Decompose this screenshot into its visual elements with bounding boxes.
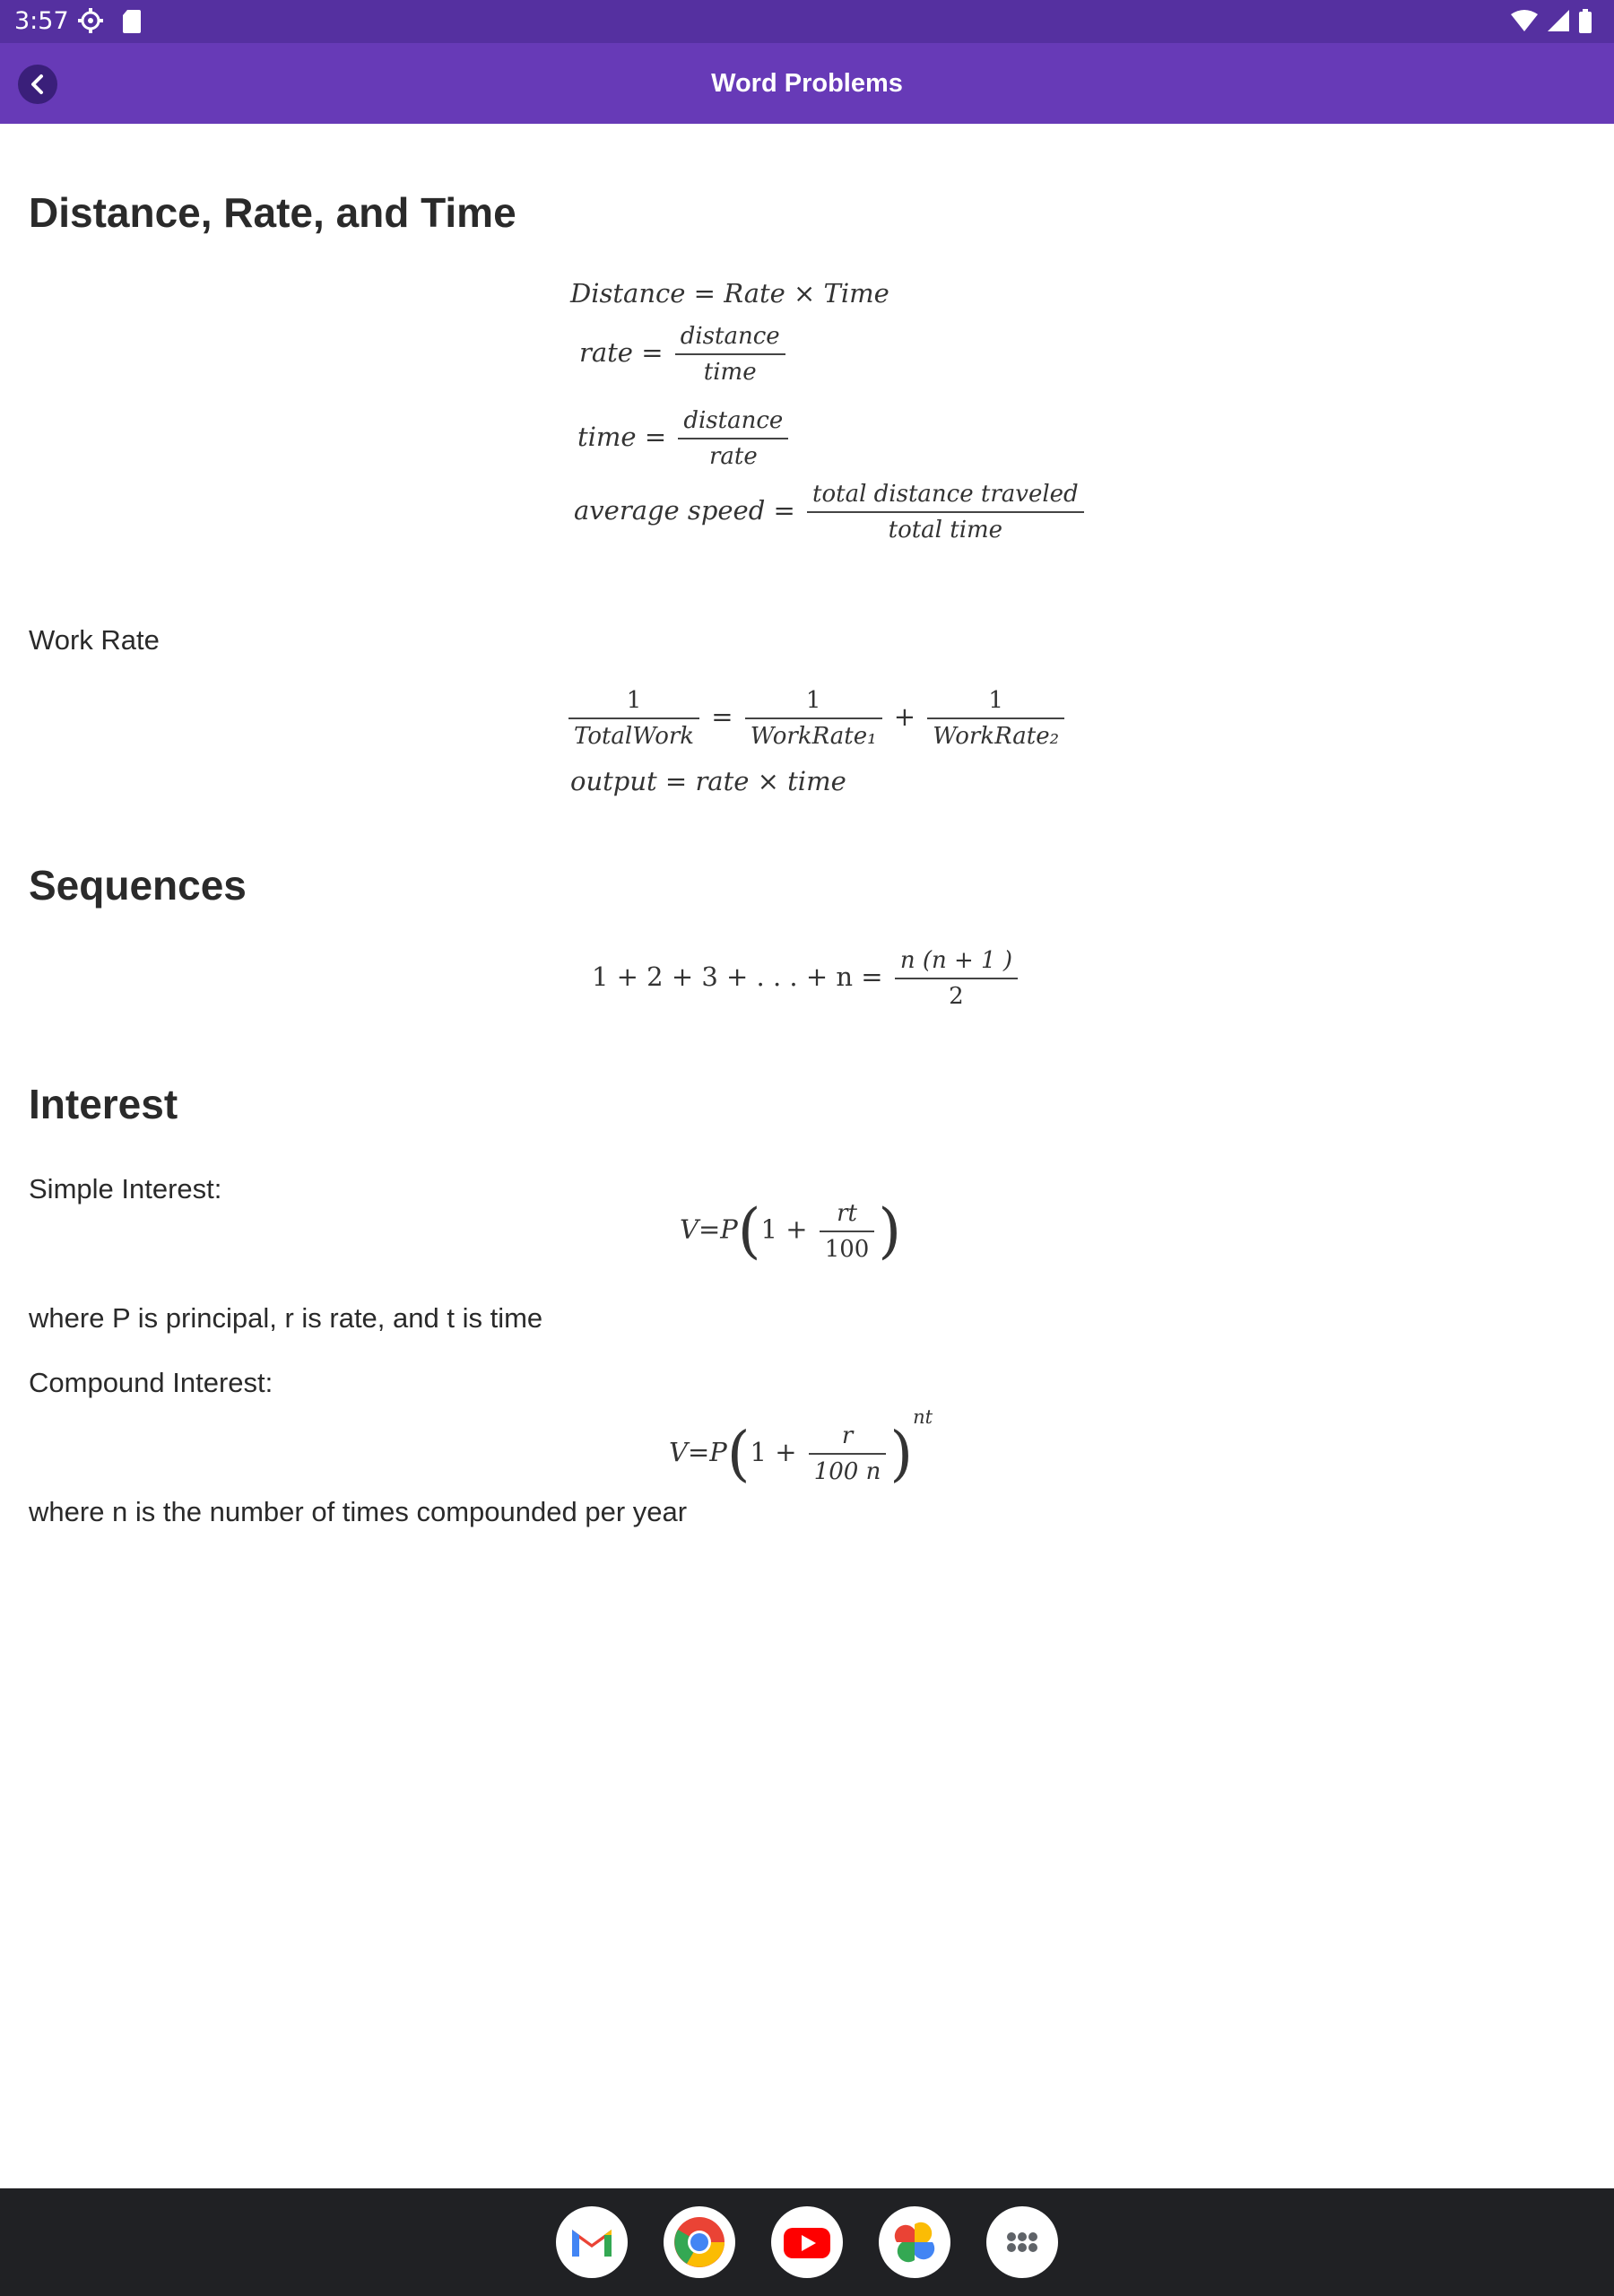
gmail-app[interactable] — [556, 2206, 628, 2278]
section-title-sequences: Sequences — [29, 862, 247, 909]
photos-icon — [889, 2217, 940, 2267]
battery-icon — [1578, 9, 1592, 34]
back-button[interactable] — [18, 65, 57, 104]
chrome-icon — [674, 2217, 725, 2267]
cell-signal-icon — [1547, 9, 1570, 32]
formula-time: time = $\frac{\text{distance}}{\text{rate}}$ — [577, 407, 792, 470]
youtube-app[interactable] — [771, 2206, 843, 2278]
photos-app[interactable] — [879, 2206, 950, 2278]
status-time: 3:57 — [14, 7, 69, 35]
apps-grid-icon — [997, 2217, 1047, 2267]
work-rate-label: Work Rate — [29, 624, 160, 656]
youtube-icon — [782, 2217, 832, 2267]
compound-interest-note: where n is the number of times compounded per year — [29, 1496, 688, 1527]
status-bar — [0, 0, 1614, 43]
formula-average-speed: average speed = $\frac{\text{total distance traveled}}{\text{total time}}$ — [574, 481, 1088, 544]
compound-interest-label: Compound Interest: — [29, 1367, 273, 1398]
chevron-left-icon — [28, 74, 48, 95]
app-drawer[interactable] — [986, 2206, 1058, 2278]
formula-rate: rate = $\frac{\text{distance}}{\text{time}}$ — [579, 323, 789, 386]
formula-distance: Distance = Rate × Time — [570, 278, 889, 309]
simple-interest-note: where P is principal, r is rate, and t is time — [29, 1302, 543, 1334]
gmail-icon — [567, 2217, 617, 2267]
formula-output: output = rate × time — [570, 766, 846, 796]
formula-compound-interest: V=P(1 + $\frac{r}{100 n}$ )$^{nt}$ — [669, 1406, 933, 1489]
wifi-icon — [1510, 9, 1539, 32]
settings-gear-icon — [77, 7, 104, 34]
status-right — [1506, 9, 1592, 34]
sd-card-icon — [122, 9, 142, 34]
section-title-interest: Interest — [29, 1081, 178, 1127]
page-title: Word Problems — [711, 69, 903, 98]
formula-sequence-sum: 1 + 2 + 3 + . . . + n = $\frac{n (n + 1 )}{2}$ — [592, 947, 1021, 1010]
app-bar — [0, 43, 1614, 124]
formula-simple-interest: V=P(1 + $\frac{rt}{100}$ ) — [680, 1196, 902, 1265]
formula-work-rate: $\frac{1}{\text{TotalWork}}$ = $\frac{1}{\text{WorkRate₁}}$ + $\frac{1}{\text{WorkRate₂}}$ — [565, 687, 1068, 750]
navigation-dock — [0, 2188, 1614, 2296]
section-title-distance-rate-time: Distance, Rate, and Time — [29, 189, 516, 236]
chrome-app[interactable] — [664, 2206, 735, 2278]
simple-interest-label: Simple Interest: — [29, 1173, 222, 1205]
